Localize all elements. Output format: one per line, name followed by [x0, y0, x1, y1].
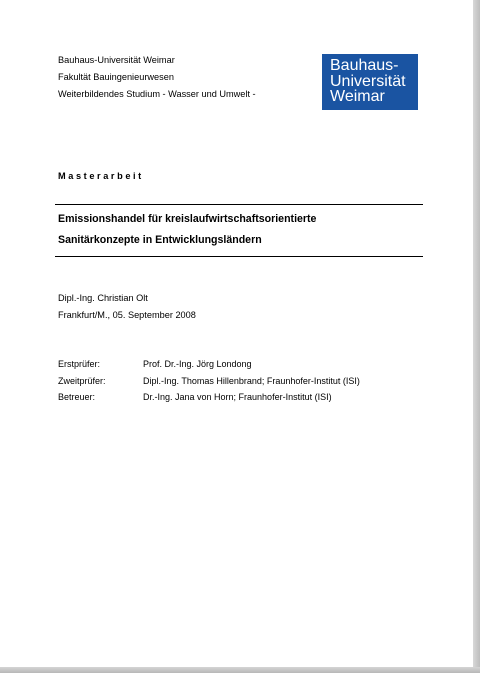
logo-line-3: Weimar	[330, 88, 385, 105]
examiner-name-2: Dipl.-Ing. Thomas Hillenbrand; Fraunhofer-Institut (ISI)	[143, 376, 360, 386]
logo-line-2: Universität	[330, 72, 406, 90]
logo-line-1: Bauhaus-	[330, 57, 399, 74]
thesis-title-line-2: Sanitärkonzepte in Entwicklungsländern	[58, 234, 262, 246]
viewer-right-edge	[473, 0, 480, 673]
thesis-title-line-1: Emissionshandel für kreislaufwirtschaftsorientierte	[58, 213, 317, 225]
author-name: Dipl.-Ing. Christian Olt	[58, 293, 148, 303]
program-name: Weiterbildendes Studium - Wasser und Umwelt -	[58, 89, 256, 99]
title-bottom-rule	[55, 256, 423, 257]
document-type: Masterarbeit	[58, 171, 144, 181]
place-date: Frankfurt/M., 05. September 2008	[58, 310, 196, 320]
examiner-role-1: Erstprüfer:	[58, 359, 101, 369]
examiner-role-3: Betreuer:	[58, 392, 96, 402]
faculty-name: Fakultät Bauingenieurwesen	[58, 72, 174, 82]
bauhaus-university-logo	[322, 54, 418, 110]
title-top-rule	[55, 204, 423, 205]
university-name: Bauhaus-Universität Weimar	[58, 55, 175, 65]
examiner-name-3: Dr.-Ing. Jana von Horn; Fraunhofer-Institut (ISI)	[143, 392, 332, 402]
viewer-bottom-edge	[0, 667, 480, 673]
examiner-name-1: Prof. Dr.-Ing. Jörg Londong	[143, 359, 252, 369]
examiner-role-2: Zweitprüfer:	[58, 376, 106, 386]
